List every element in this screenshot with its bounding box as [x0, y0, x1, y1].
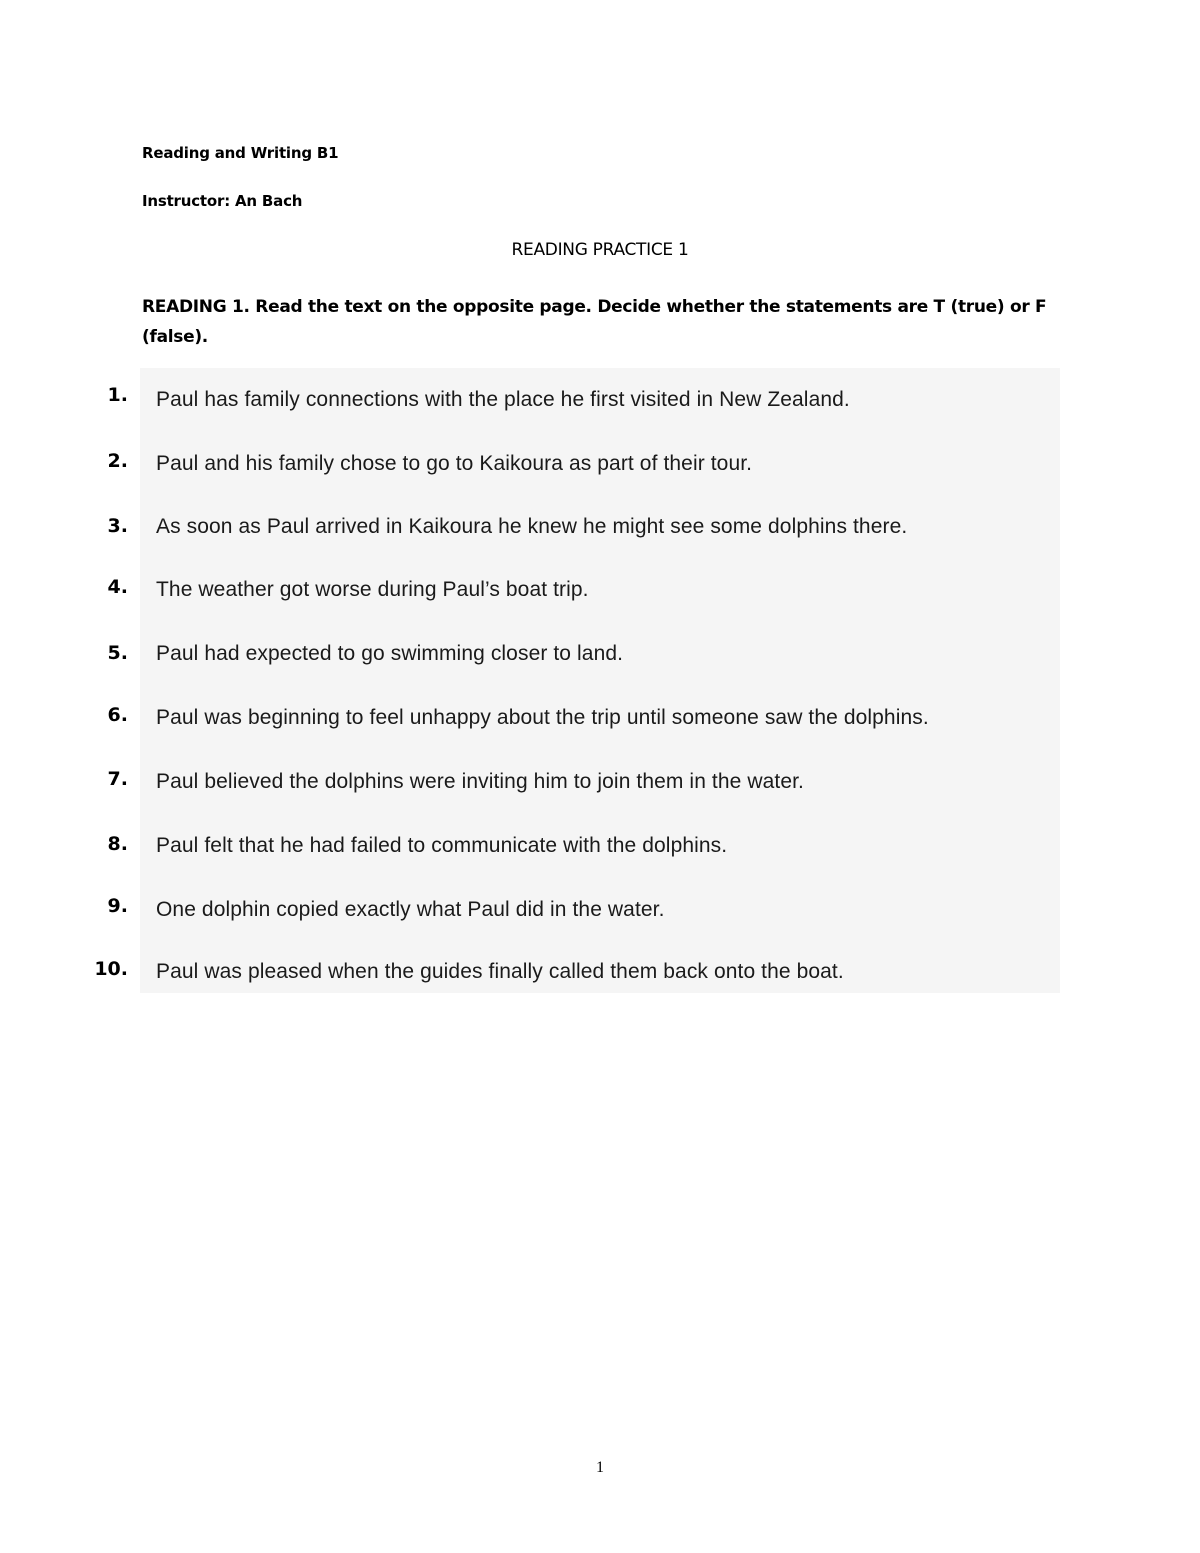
- statement-text: Paul was pleased when the guides finally called them back onto the boat.: [156, 960, 844, 983]
- statement-text: Paul was beginning to feel unhappy about the trip until someone saw the dolphins.: [156, 706, 929, 729]
- exercise-instruction: READING 1. Read the text on the opposite page. Decide whether the statements are T (true) or F (false).: [142, 297, 1047, 347]
- statement-text: Paul and his family chose to go to Kaikoura as part of their tour.: [156, 452, 753, 475]
- statement-number: 1.: [107, 384, 128, 406]
- page-title: READING PRACTICE 1: [511, 240, 689, 260]
- statement-number: 3.: [107, 515, 128, 537]
- statement-text: One dolphin copied exactly what Paul did in the water.: [156, 898, 665, 921]
- statement-text: Paul had expected to go swimming closer to land.: [156, 642, 624, 665]
- statement-number: 2.: [107, 450, 128, 472]
- statement-number: 9.: [107, 895, 128, 917]
- page-number: 1: [596, 1459, 604, 1476]
- statement-text: Paul believed the dolphins were inviting him to join them in the water.: [156, 770, 804, 793]
- statement-number: 10.: [94, 958, 128, 980]
- statement-number: 6.: [107, 704, 128, 726]
- statement-number: 8.: [107, 833, 128, 855]
- course-title: Reading and Writing B1: [142, 144, 339, 162]
- statement-number: 5.: [107, 642, 128, 664]
- instructor-name: Instructor: An Bach: [142, 192, 303, 210]
- statement-number: 4.: [107, 576, 128, 598]
- statement-number: 7.: [107, 768, 128, 790]
- statement-text: Paul has family connections with the place he first visited in New Zealand.: [156, 388, 850, 411]
- statement-text: Paul felt that he had failed to communicate with the dolphins.: [156, 834, 728, 857]
- statement-text: The weather got worse during Paul’s boat trip.: [156, 578, 589, 601]
- statement-text: As soon as Paul arrived in Kaikoura he knew he might see some dolphins there.: [156, 515, 908, 538]
